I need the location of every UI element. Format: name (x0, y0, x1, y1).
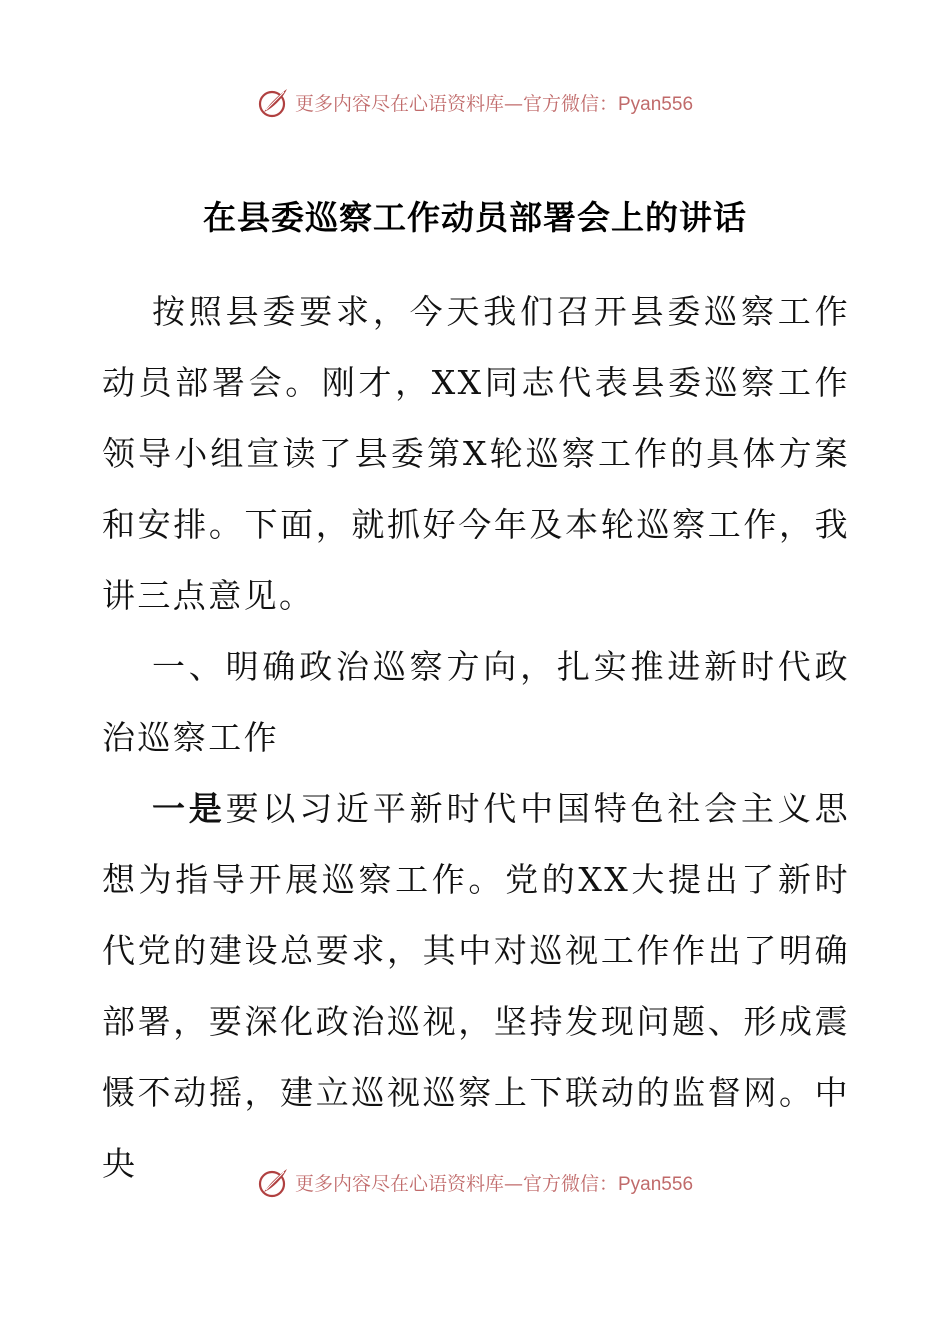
paragraph (102, 773, 850, 1199)
quill-logo-icon (257, 1165, 291, 1199)
paragraph-text: 要以习近平新时代中国特色社会主义思想为指导开展巡察工作。党的XX大提出了新时代党的建设总要求，其中对巡视工作作出了明确部署，要深化政治巡视，坚持发现问题、形成震慑不动摇，建立巡视巡察上下联动的监督网。中央 (102, 789, 850, 1183)
paragraph (102, 276, 850, 631)
quill-logo-icon (257, 85, 291, 119)
banner-text: 更多内容尽在心语资料库—官方微信：Pyan556 (294, 1172, 694, 1195)
document-body (102, 276, 850, 1199)
paragraph-text: 按照县委要求，今天我们召开县委巡察工作动员部署会。刚才，XX同志代表县委巡察工作领导小组宣读了县委第X轮巡察工作的具体方案和安排。下面，就抓好今年及本轮巡察工作，我讲三点意见。 (102, 292, 850, 615)
banner-text: 更多内容尽在心语资料库—官方微信：Pyan556 (294, 92, 694, 115)
header-banner (0, 82, 950, 122)
section-heading (102, 631, 850, 773)
section-heading-text: 一、明确政治巡察方向，扎实推进新时代政治巡察工作 (102, 647, 850, 757)
paragraph-lead: 一是 (152, 789, 226, 828)
footer-banner (0, 1162, 950, 1202)
wechat-id: Pyan556 (618, 93, 694, 115)
document-title: 在县委巡察工作动员部署会上的讲话 (203, 198, 747, 237)
wechat-id: Pyan556 (618, 1173, 694, 1195)
